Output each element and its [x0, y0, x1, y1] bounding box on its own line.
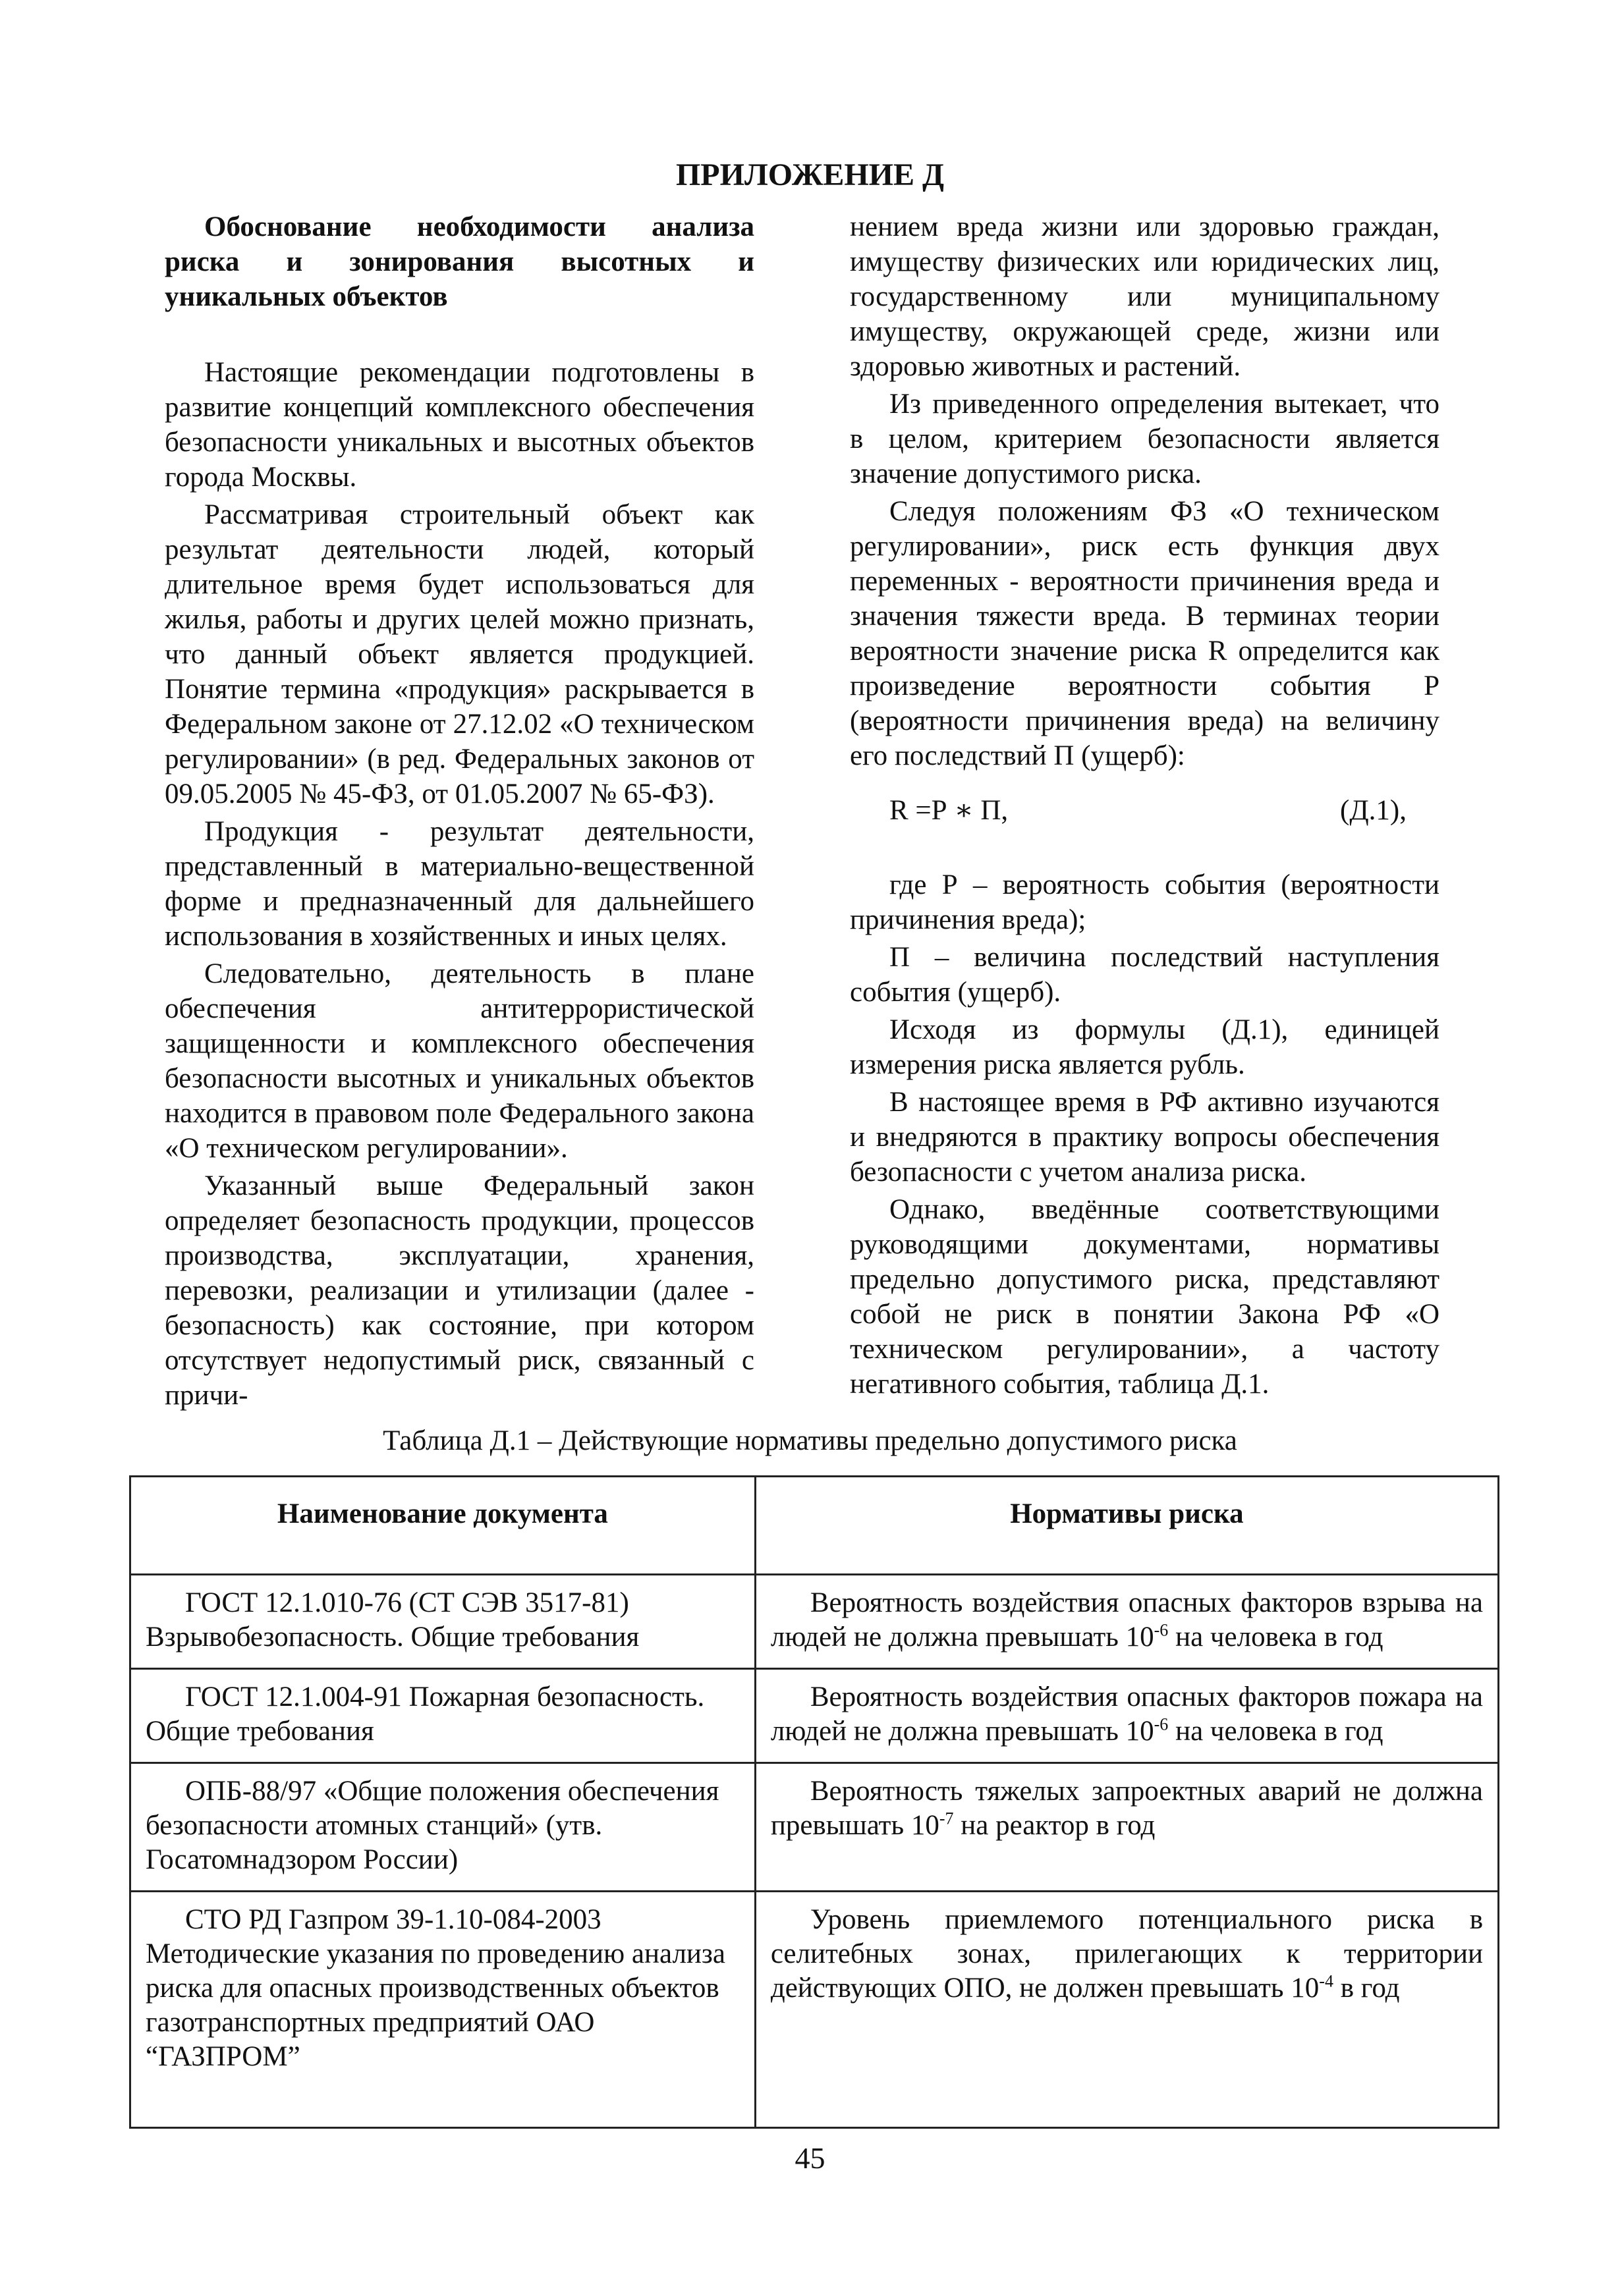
norm-text: Вероятность воздействия опасных факторов взрыва на людей не должна превышать 10 — [770, 1587, 1483, 1653]
table-cell-norm — [755, 1892, 1498, 2128]
paragraph: Из приведенного определения вытекает, что в целом, критерием безопасности является значение допустимого риска. — [850, 389, 1439, 489]
paragraph: П – величина последствий наступления события (ущерб). — [850, 942, 1439, 1008]
table-cell-document: СТО РД Газпром 39-1.10-084-2003 Методические указания по проведению анализа риска для опасных производственных объектов газотранспортных предприятий ОАО “ГАЗПРОМ” — [130, 1892, 756, 2128]
table-header-norms: Нормативы риска — [755, 1477, 1498, 1575]
table-header-row — [130, 1477, 1499, 1575]
table-header-document: Наименование документа — [130, 1477, 756, 1575]
table-cell-document: ГОСТ 12.1.010-76 (СТ СЭВ 3517-81) Взрывобезопасность. Общие требования — [130, 1575, 756, 1669]
formula-number: (Д.1), — [1340, 795, 1407, 826]
paragraph-continuation: нением вреда жизни или здоровью граждан, имуществу физических или юридических лиц, государственному или муниципальному имуществу, окружающей среде, жизни или здоровью животных и растений. — [850, 211, 1439, 382]
norm-text-end: в год — [1333, 1973, 1400, 2004]
right-column — [850, 209, 1439, 1402]
paragraph: Настоящие рекомендации подготовлены в развитие концепций комплексного обеспечения безопасности уникальных и высотных объектов города Москвы. — [165, 357, 754, 493]
table-cell-norm — [755, 1763, 1498, 1892]
norm-text: Уровень приемлемого потенциального риска в селитебных зонах, прилегающих к территории действующих ОПО, не должен превышать 10 — [770, 1904, 1483, 2004]
paragraph: Следуя положениям ФЗ «О техническом регулировании», риск есть функция двух переменных - вероятности причинения вреда и значения тяжести вреда. В терминах теории вероятности значение риска R определится как произведение вероятности события Р (вероятности причинения вреда) на величину его последствий П (ущерб): — [850, 496, 1439, 771]
norm-exponent: -6 — [1154, 1620, 1169, 1640]
norm-exponent: -7 — [939, 1809, 954, 1828]
paragraph: Продукция - результат деятельности, представленный в материально-вещественной форме и предназначенный для дальнейшего использования в хозяйственных и иных целях. — [165, 816, 754, 952]
paragraph: Следовательно, деятельность в плане обеспечения антитеррористической защищенности и комплексного обеспечения безопасности высотных и уникальных объектов находится в правовом поле Федерального закона «О техническом регулировании». — [165, 958, 754, 1164]
norm-text: Вероятность воздействия опасных факторов пожара на людей не должна превышать 10 — [770, 1681, 1483, 1747]
norm-text-end: на человека в год — [1168, 1716, 1383, 1747]
norm-exponent: -4 — [1319, 1971, 1333, 1991]
table-row — [130, 1892, 1499, 2128]
norm-text-end: на человека в год — [1168, 1622, 1383, 1653]
norm-text-end: на реактор в год — [953, 1810, 1156, 1841]
norm-exponent: -6 — [1154, 1714, 1169, 1734]
table-caption: Таблица Д.1 – Действующие нормативы предельно допустимого риска — [383, 1425, 1237, 1456]
paragraph: Исходя из формулы (Д.1), единицей измерения риска является рубль. — [850, 1014, 1439, 1080]
formula — [850, 793, 1439, 828]
table-row — [130, 1763, 1499, 1892]
appendix-title: ПРИЛОЖЕНИЕ Д — [675, 157, 945, 192]
formula-expression: R =Р ∗ П, — [889, 795, 1009, 826]
table-row — [130, 1669, 1499, 1763]
paragraph: Указанный выше Федеральный закон определяет безопасность продукции, процессов производства, эксплуатации, хранения, перевозки, реализации и утилизации (далее - безопасность) как состояние, при котором отсутствует недопустимый риск, связанный с причи- — [165, 1170, 754, 1411]
page-number: 45 — [795, 2141, 825, 2175]
risk-norms-table — [129, 1475, 1499, 2129]
norm-text: Вероятность тяжелых запроектных аварий не должна превышать 10 — [770, 1776, 1483, 1841]
table-cell-norm — [755, 1669, 1498, 1763]
section-heading: Обоснование необходимости анализа риска и зонирования высотных и уникальных объектов — [165, 211, 754, 312]
left-column — [165, 209, 754, 1413]
table-cell-document: ГОСТ 12.1.004-91 Пожарная безопасность. Общие требования — [130, 1669, 756, 1763]
table-row — [130, 1575, 1499, 1669]
paragraph: где Р – вероятность события (вероятности причинения вреда); — [850, 869, 1439, 935]
table-cell-norm — [755, 1575, 1498, 1669]
paragraph: В настоящее время в РФ активно изучаются и внедряются в практику вопросы обеспечения безопасности с учетом анализа риска. — [850, 1087, 1439, 1188]
paragraph: Рассматривая строительный объект как результат деятельности людей, который длительное время будет использоваться для жилья, работы и других целей можно признать, что данный объект является продукцией. Понятие термина «продукция» раскрывается в Федеральном законе от 27.12.02 «О техническом регулировании» (в ред. Федеральных законов от 09.05.2005 № 45-ФЗ, от 01.05.2007 № 65-ФЗ). — [165, 499, 754, 809]
paragraph: Однако, введённые соответствующими руководящими документами, нормативы предельно допустимого риска, представляют собой не риск в понятии Закона РФ «О техническом регулировании», а частоту негативного события, таблица Д.1. — [850, 1194, 1439, 1400]
table-cell-document: ОПБ-88/97 «Общие положения обеспечения безопасности атомных станций» (утв. Госатомнадзором России) — [130, 1763, 756, 1892]
